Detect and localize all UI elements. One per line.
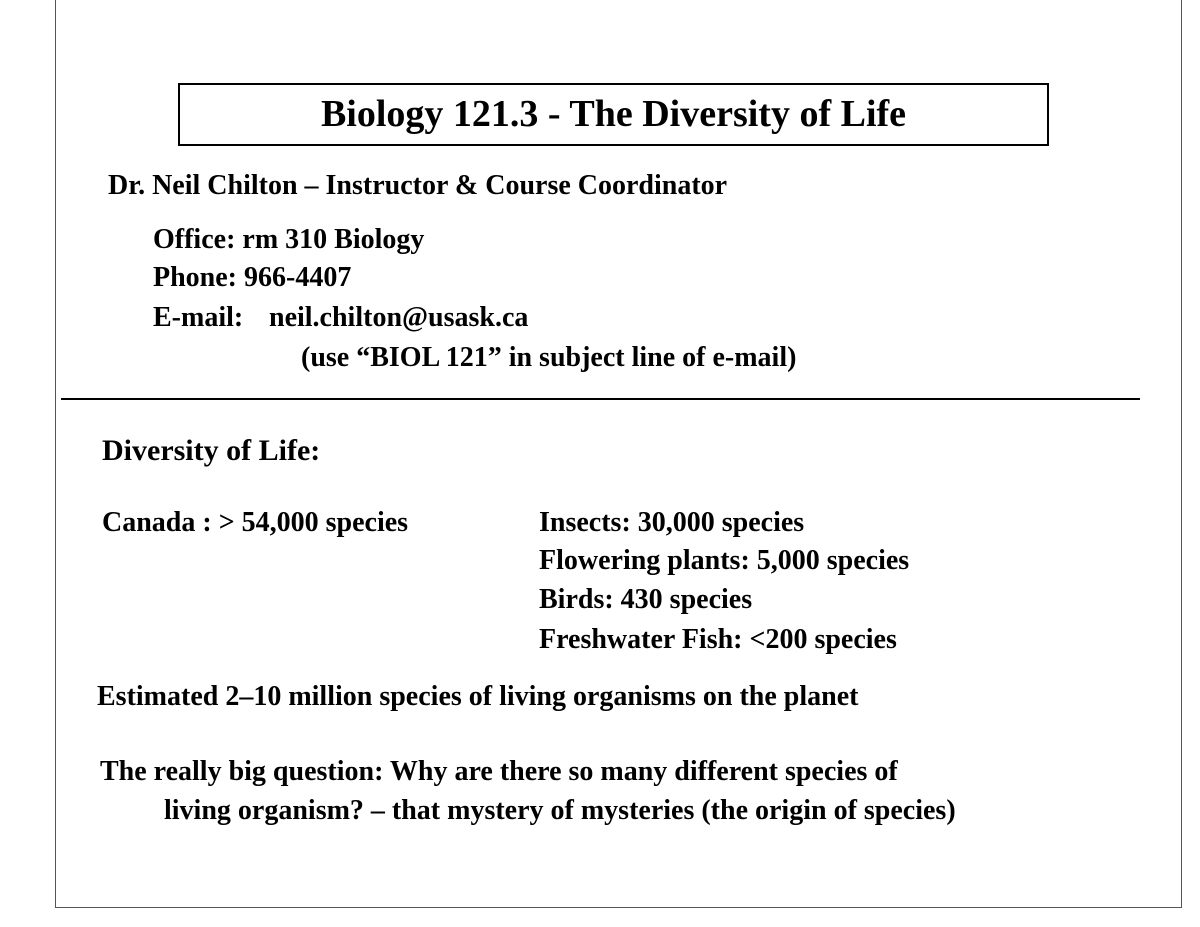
instructor-line: Dr. Neil Chilton – Instructor & Course Coordinator bbox=[108, 170, 728, 201]
big-question-line1: The really big question: Why are there so many different species of bbox=[100, 756, 898, 787]
email-note: (use “BIOL 121” in subject line of e-mail) bbox=[301, 342, 797, 373]
big-question-line2: living organism? – that mystery of mysteries (the origin of species) bbox=[164, 795, 956, 826]
species-estimate: Estimated 2–10 million species of living organisms on the planet bbox=[97, 681, 859, 712]
email-link[interactable]: neil.chilton@usask.ca bbox=[269, 302, 529, 333]
phone-info: Phone: 966-4407 bbox=[153, 262, 352, 293]
breakdown-item-freshwater-fish: Freshwater Fish: <200 species bbox=[539, 624, 897, 655]
breakdown-item-flowering-plants: Flowering plants: 5,000 species bbox=[539, 545, 910, 576]
breakdown-item-insects: Insects: 30,000 species bbox=[539, 507, 805, 538]
section-divider bbox=[61, 398, 1140, 400]
slide-title: Biology 121.3 - The Diversity of Life bbox=[178, 83, 1049, 146]
breakdown-item-birds: Birds: 430 species bbox=[539, 584, 753, 615]
office-info: Office: rm 310 Biology bbox=[153, 224, 425, 255]
email-label: E-mail: bbox=[153, 302, 244, 333]
canada-species-count: Canada : > 54,000 species bbox=[102, 507, 409, 538]
diversity-heading: Diversity of Life: bbox=[102, 434, 321, 467]
